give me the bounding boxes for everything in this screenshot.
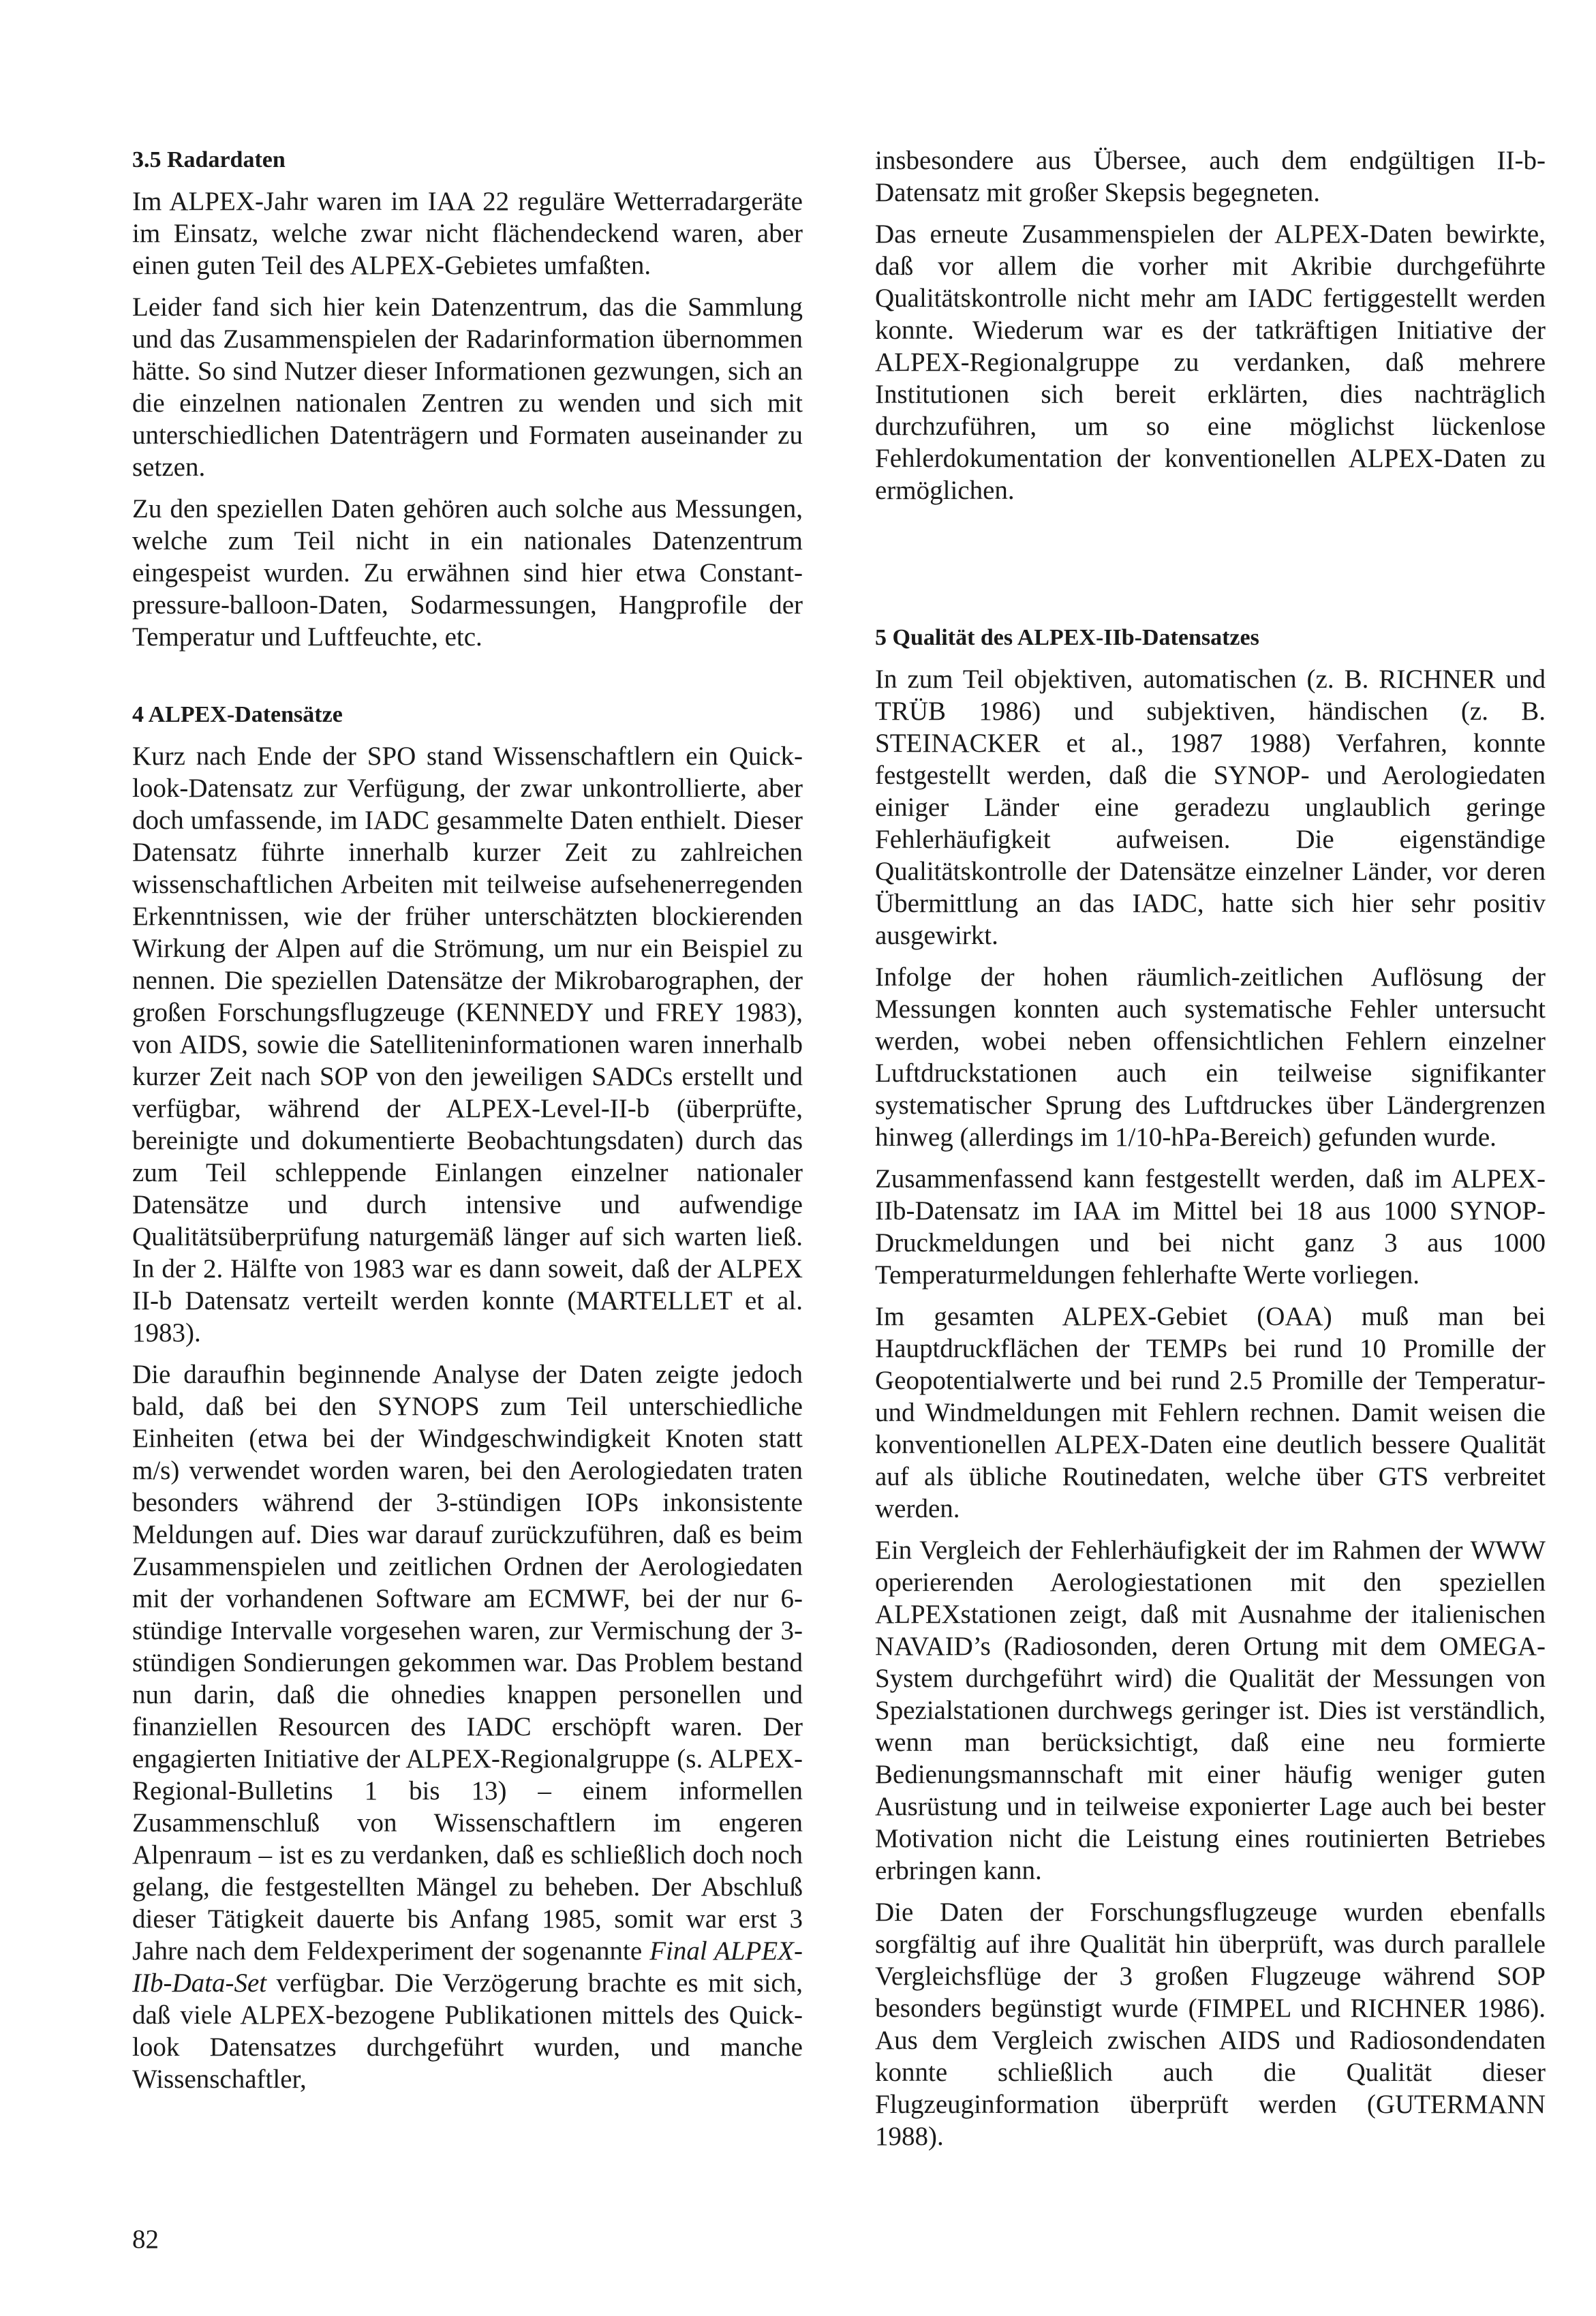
paragraph: Leider fand sich hier kein Datenzentrum, das die Sammlung und das Zusammenspielen der Radarinformation übernommen hätte. So sind Nutzer dieser Informationen gezwungen, sich an die einzelnen nationalen Zentren zu wenden und sich mit unterschiedlichen Datenträgern und Formaten auseinander zu setzen. bbox=[132, 292, 803, 482]
paragraph: Ein Vergleich der Fehlerhäufigkeit der im Rahmen der WWW operierenden Aerologiestationen mit den speziellen ALPEXstationen zeigt, daß mit Ausnahme der italienischen NAVAID’s (Radiosonden, deren Ortung mit dem OMEGA-System durchgeführt wird) die Qualität der Messungen von Spezialstationen durchwegs geringer ist. Dies ist verständlich, wenn man berücksichtigt, daß eine neu formierte Bedienungsmannschaft mit einer häufig weniger guten Ausrüstung und in teilweise exponierter Lage auch bei bester Motivation nicht die Leistung eines routinierten Betriebes erbringen kann. bbox=[875, 1536, 1546, 1885]
paragraph-text: Die daraufhin beginnende Analyse der Daten zeigte jedoch bald, daß bei den SYNOPS zum Teil unterschiedliche Einheiten (etwa bei der Windgeschwindigkeit Knoten statt m/s) verwendet worden waren, bei den Aerologiedaten traten besonders während der 3-stündigen IOPs inkonsistente Meldungen auf. Dies war darauf zurückzuführen, daß es beim Zusammenspielen und zeitlichen Ordnen der Aerologiedaten mit der vorhandenen Software am ECMWF, bei der nur 6-stündige Intervalle vorgesehen waren, zur Vermischung der 3-stündigen Sondierungen gekommen war. Das Problem bestand nun darin, daß die ohnedies knappen personellen und finanziellen Resourcen des IADC erschöpft waren. Der engagierten Initiative der ALPEX-Regionalgruppe (s. ALPEX-Regional-Bulletins 1 bis 13) – einem informellen Zusammenschluß von Wissenschaftlern im engeren Alpenraum – ist es zu verdanken, daß es schließlich doch noch gelang, die festgestellten Mängel zu beheben. Der Abschluß dieser Tätigkeit dauerte bis Anfang 1985, somit war erst 3 Jahre nach dem Feldexperiment der sogenannte bbox=[132, 1360, 803, 1966]
paragraph: Kurz nach Ende der SPO stand Wissenschaftlern ein Quick-look-Datensatz zur Verfügung, der zwar unkontrollierte, aber doch umfassende, im IADC gesammelte Daten enthielt. Dieser Datensatz führte innerhalb kurzer Zeit zu zahlreichen wissenschaftlichen Arbeiten mit teilweise aufsehenerregenden Erkenntnissen, wie der früher unterschätzten blockierenden Wirkung der Alpen auf die Strömung, um nur ein Beispiel zu nennen. Die speziellen Datensätze der Mikrobarographen, der großen Forschungsflugzeuge (KENNEDY und FREY 1983), von AIDS, sowie die Satelliteninformationen waren innerhalb kurzer Zeit nach SOP von den jeweiligen SADCs erstellt und verfügbar, während der ALPEX-Level-II-b (überprüfte, bereinigte und dokumentierte Beobachtungsdaten) durch das zum Teil schleppende Einlangen einzelner nationaler Datensätze und durch intensive und aufwendige Qualitätsüberprüfung naturgemäß länger auf sich warten ließ. In der 2. Hälfte von 1983 war es dann soweit, daß der ALPEX II-b Datensatz verteilt werden konnte (MARTELLET et al. 1983). bbox=[132, 742, 803, 1347]
section-spacer bbox=[132, 662, 803, 699]
paragraph: Infolge der hohen räumlich-zeitlichen Auflösung der Messungen konnten auch systematische Fehler untersucht werden, wobei neben offensichtlichen Fehlern einzelner Luftdruckstationen auch ein teilweise signifikanter systematischer Sprung des Luftdruckes über Ländergrenzen hinweg (allerdings im 1/10-hPa-Bereich) gefunden wurde. bbox=[875, 962, 1546, 1152]
page-number: 82 bbox=[132, 2225, 159, 2254]
paragraph: insbesondere aus Übersee, auch dem endgültigen II-b-Datensatz mit großer Skepsis begegneten. bbox=[875, 146, 1546, 207]
section-heading-4: 4 ALPEX-Datensätze bbox=[132, 702, 343, 727]
paragraph bbox=[132, 1358, 803, 2095]
right-column bbox=[875, 144, 1546, 2162]
paragraph: Zusammenfassend kann festgestellt werden, daß im ALPEX-IIb-Datensatz im IAA im Mittel bei 18 aus 1000 SYNOP-Druckmeldungen und bei nicht ganz 3 aus 1000 Temperaturmeldungen fehlerhafte Werte vorliegen. bbox=[875, 1164, 1546, 1290]
left-column bbox=[132, 144, 803, 2105]
paragraph: Zu den speziellen Daten gehören auch solche aus Messungen, welche zum Teil nicht in ein nationales Datenzentrum eingespeist wurden. Zu erwähnen sind hier etwa Constant-pressure-balloon-Daten, Sodarmessungen, Hangprofile der Temperatur und Luftfeuchte, etc. bbox=[132, 494, 803, 652]
dataset-name-italic: Final ALPEX-IIb-Data-Set bbox=[132, 1936, 803, 1998]
section-heading-3-5: 3.5 Radardaten bbox=[132, 147, 286, 172]
section-spacer bbox=[875, 516, 1546, 622]
paragraph: Im gesamten ALPEX-Gebiet (OAA) muß man bei Hauptdruckflächen der TEMPs bei rund 10 Promille der Geopotentialwerte und bei rund 2.5 Promille der Temperatur- und Windmeldungen mit Fehlern rechnen. Damit weisen die konventionellen ALPEX-Daten eine deutlich bessere Qualität auf als übliche Routinedaten, welche über GTS verbreitet werden. bbox=[875, 1302, 1546, 1523]
paragraph: Das erneute Zusammenspielen der ALPEX-Daten bewirkte, daß vor allem die vorher mit Akribie durchgeführte Qualitätskontrolle nicht mehr am IADC fertiggestellt werden konnte. Wiederum war es der tatkräftigen Initiative der ALPEX-Regionalgruppe zu verdanken, daß mehrere Institutionen sich bereit erklärten, dies nachträglich durchzuführen, um so eine möglichst lückenlose Fehlerdokumentation der konventionellen ALPEX-Daten zu ermöglichen. bbox=[875, 219, 1546, 505]
paragraph: In zum Teil objektiven, automatischen (z. B. RICHNER und TRÜB 1986) und subjektiven, händischen (z. B. STEINACKER et al., 1987 1988) Verfahren, konnte festgestellt werden, daß die SYNOP- und Aerologiedaten einiger Länder eine geradezu unglaublich geringe Fehlerhäufigkeit aufweisen. Die eigenständige Qualitätskontrolle der Datensätze einzelner Länder, vor deren Übermittlung an das IADC, hatte sich hier sehr positiv ausgewirkt. bbox=[875, 665, 1546, 950]
paragraph: Im ALPEX-Jahr waren im IAA 22 reguläre Wetterradargeräte im Einsatz, welche zwar nicht flächendeckend waren, aber einen guten Teil des ALPEX-Gebietes umfaßten. bbox=[132, 187, 803, 280]
paragraph-text: verfügbar. Die Verzögerung brachte es mit sich, daß viele ALPEX-bezogene Publikationen mittels des Quick-look Datensatzes durchgeführt wurden, und manche Wissenschaftler, bbox=[132, 1968, 803, 2094]
section-heading-5: 5 Qualität des ALPEX-IIb-Datensatzes bbox=[875, 625, 1259, 650]
paragraph: Die Daten der Forschungsflugzeuge wurden ebenfalls sorgfältig auf ihre Qualität hin überprüft, was durch parallele Vergleichsflüge der 3 großen Flugzeuge während SOP besonders begünstigt wurde (FIMPEL und RICHNER 1986). Aus dem Vergleich zwischen AIDS und Radiosondendaten konnte schließlich auch die Qualität dieser Flugzeuginformation überprüft werden (GUTERMANN 1988). bbox=[875, 1898, 1546, 2151]
